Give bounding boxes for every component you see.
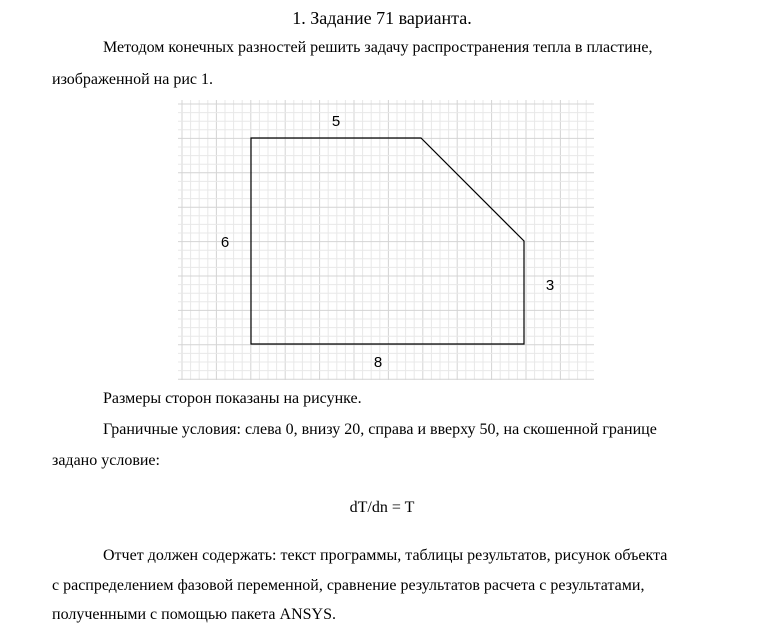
boundary-line-2: задано условие: [52, 452, 160, 469]
report-line-1: Отчет должен содержать: текст программы, таблицы результатов, рисунок объекта [103, 547, 668, 564]
plate-figure [178, 100, 594, 380]
intro-line-1: Методом конечных разностей решить задачу распространения тепла в пластине, [103, 39, 653, 56]
label-left-dimension: 6 [220, 234, 230, 251]
label-right-dimension: 3 [545, 277, 555, 294]
report-line-2: с распределением фазовой переменной, сравнение результатов расчета с результатами, [52, 577, 645, 594]
label-top-dimension: 5 [331, 113, 341, 130]
sizes-note: Размеры сторон показаны на рисунке. [103, 390, 362, 407]
report-line-3: полученными с помощью пакета ANSYS. [52, 606, 336, 623]
label-bottom-dimension: 8 [373, 354, 383, 371]
intro-line-2: изображенной на рис 1. [52, 71, 213, 88]
grid [178, 100, 594, 380]
page-title: 1. Задание 71 варианта. [292, 8, 472, 28]
plate-diagram [178, 100, 594, 380]
formula: dT/dn = T [349, 499, 415, 516]
boundary-line-1: Граничные условия: слева 0, внизу 20, справа и вверху 50, на скошенной границе [103, 421, 657, 438]
